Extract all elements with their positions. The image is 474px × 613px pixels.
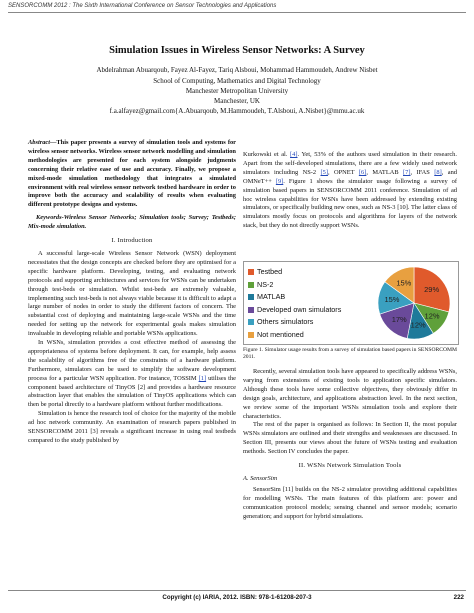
figure-1-caption: Figure 1. Simulator usage results from a survey of simulation based papers in SENSORCOMM 2011.	[243, 347, 457, 361]
rp1-b: . Yet, 53% of the authors used simulation in their research. Apart from the self-developed simulations, there are a few widely used network simulators including NS-2	[243, 151, 457, 176]
right-paragraph-4: SensorSim [11] builds on the NS-2 simulator providing additional capabilities for modelling WSNs. The main features of this platform are: power and communication protocol models; sensing channel and sensor models; scenario generation; and support for hybrid simulations.	[243, 485, 457, 520]
intro-paragraph-3: Simulation is hence the research tool of choice for the majority of the mobile ad hoc network community. An examination of research papers published in SENSORCOMM 2011 [3] reveals a significant increase in using real testbeds compared to the study published by	[28, 410, 236, 444]
right-paragraph-1	[243, 151, 457, 231]
header-rule	[8, 12, 466, 13]
pie-data-label: 15%	[384, 295, 400, 305]
pie-data-label: 29%	[424, 284, 440, 294]
legend-label: Testbed	[257, 267, 283, 276]
author-list: Abdelrahman Abuarqoub, Fayez Al-Fayez, Tariq Alsboui, Mohammad Hammoudeh, Andrew Nisbet	[96, 66, 378, 74]
pie-data-label: 12%	[424, 311, 440, 321]
affiliation-university: Manchester Metropolitan University	[185, 87, 289, 95]
pie-data-label: 15%	[396, 278, 412, 288]
abstract-body: —This paper presents a survey of simulation tools and systems for wireless sensor networks. Wireless sensor network modelling and simulation methodologies are presented for each system alongside judgments concerning their relative ease of use and accuracy. Finally, we propose a mixed-mode simulation methodology that integrates a simulated environment with real wireless sensor network testbed hardware in order to improve both the accuracy and scalability of results when evaluating different prototype designs and systems.	[28, 139, 236, 209]
intro-p2-text-b: utilises the component based architecture of TinyOS [2] and provides a hardware resource abstraction layer that enables the simulation of TinyOS applications which can then be portal directly to a hardware platform without further modifications.	[28, 374, 236, 409]
intro-p2-text-a: In WSNs, simulation provides a cost effective method of assessing the appropriateness of systems before deployment. It can, for example, help assess the scalability of algorithms free of the constraints of a hardware platform. Furthermore, simulators can be used to simplify the software development process for a particular WSN application. For instance, TOSSIM	[28, 339, 236, 382]
author-emails: f.a.alfayez@gmail.com{A.Abuarqoub, M.Hammoudeh, T.Alsboui, A.Nisbet}@mmu.ac.uk	[109, 107, 365, 115]
reference-link[interactable]: [4]	[290, 151, 298, 158]
abstract	[28, 139, 236, 210]
pie-data-label: 12%	[410, 320, 426, 330]
footer-rule	[8, 590, 466, 591]
running-head: SENSORCOMM 2012 : The Sixth International Conference on Sensor Technologies and Applications	[8, 3, 277, 9]
right-paragraph-2: Recently, several simulation tools have appeared to specifically address WSNs, varying from extensions of existing tools to application specific simulators. Although these tools have some collective objectives, they obviously differ in design goals, architecture, and applications abstraction level. In the next section, we review some of the important WSNs simulation tools and explore their characteristics.	[243, 368, 457, 420]
pie-chart-svg	[244, 262, 458, 344]
legend-label: Others simulators	[257, 317, 314, 326]
rp1-g: . Figure 1 shows the simulator usage following a survey of simulation based papers in SENSORCOMM 2011 conference. Simulation of ad hoc wireless capabilities for WSNs have been addressed by extending existing simulators, or specifically building new ones, such as NS-3 [10]. The latter class of simulators mostly focus on protocols and algorithms for layers of the network stack, but they do not directly support WSNs.	[243, 177, 457, 230]
left-column	[28, 139, 236, 446]
keywords: Keywords-Wireless Sensor Networks; Simulation tools; Survey; Testbeds; Mix-mode simulation.	[28, 214, 236, 231]
rp1-c: , OPNET	[327, 168, 359, 176]
subsection-a-heading: A. SensorSim	[243, 474, 278, 482]
intro-paragraph-1: A successful large-scale Wireless Sensor Network (WSN) deployment necessitates that the design concepts are checked before they are optimised for a specific hardware platform. Developing, testing, and evaluating network protocols and supporting architectures and services for WSNs can be undertaken through test-beds or simulation. Whilst test-beds are extremely valuable, implementing such test-beds is not always viable because it is difficult to adapt a large number of nodes in order to study the different factors of concern. The substantial cost of deploying and maintaining large-scale WSNs and the time needed for setting up the network for experimental goals makes simulation invaluable in developing reliable and portable WSNs applications.	[28, 249, 236, 338]
rp1-d: , MATLAB	[366, 168, 404, 176]
rp1-e: , IFAS	[410, 168, 435, 176]
paper-title: Simulation Issues in Wireless Sensor Networks: A Survey	[109, 45, 365, 56]
section-2-heading: II. WSNs Network Simulation Tools	[298, 462, 402, 470]
reference-link[interactable]: [5]	[320, 168, 328, 176]
legend-label: MATLAB	[257, 292, 286, 301]
legend-label: NS-2	[257, 279, 274, 289]
page-number: 222	[453, 594, 464, 601]
legend-label: Developed own simulators	[257, 304, 342, 314]
affiliation-location: Manchester, UK	[214, 97, 260, 105]
right-paragraph-3: The rest of the paper is organised as follows: In Section II, the most popular WSNs simulators are outlined and their strengths and weaknesses are discussed. In Section III, presents our views about the future of WSNs testing and evaluation methods. Section IV concludes the paper.	[243, 421, 457, 456]
legend-label: Not mentioned	[257, 329, 304, 339]
intro-paragraph-2	[28, 339, 236, 410]
reference-link[interactable]: [6]	[358, 168, 367, 176]
section-1-heading: I. Introduction	[111, 237, 153, 245]
rp1-f: , and OMNeT++	[243, 168, 457, 185]
reference-link[interactable]: [7]	[403, 168, 411, 176]
reference-link[interactable]: [1]	[198, 374, 207, 382]
affiliation-school: School of Computing, Mathematics and Digital Technology	[153, 77, 321, 85]
rp1-a: Kurkowski et al.	[243, 151, 291, 158]
right-column-top	[243, 151, 457, 231]
reference-link[interactable]: [9]	[275, 177, 284, 185]
abstract-label: Abstract	[28, 139, 51, 146]
figure-1-chart	[243, 261, 459, 345]
footer-copyright: Copyright (c) IARIA, 2012. ISBN: 978-1-61208-207-3	[162, 594, 312, 601]
right-column-bottom	[243, 368, 457, 522]
reference-link[interactable]: [8]	[434, 168, 442, 176]
pie-data-label: 17%	[391, 315, 407, 325]
